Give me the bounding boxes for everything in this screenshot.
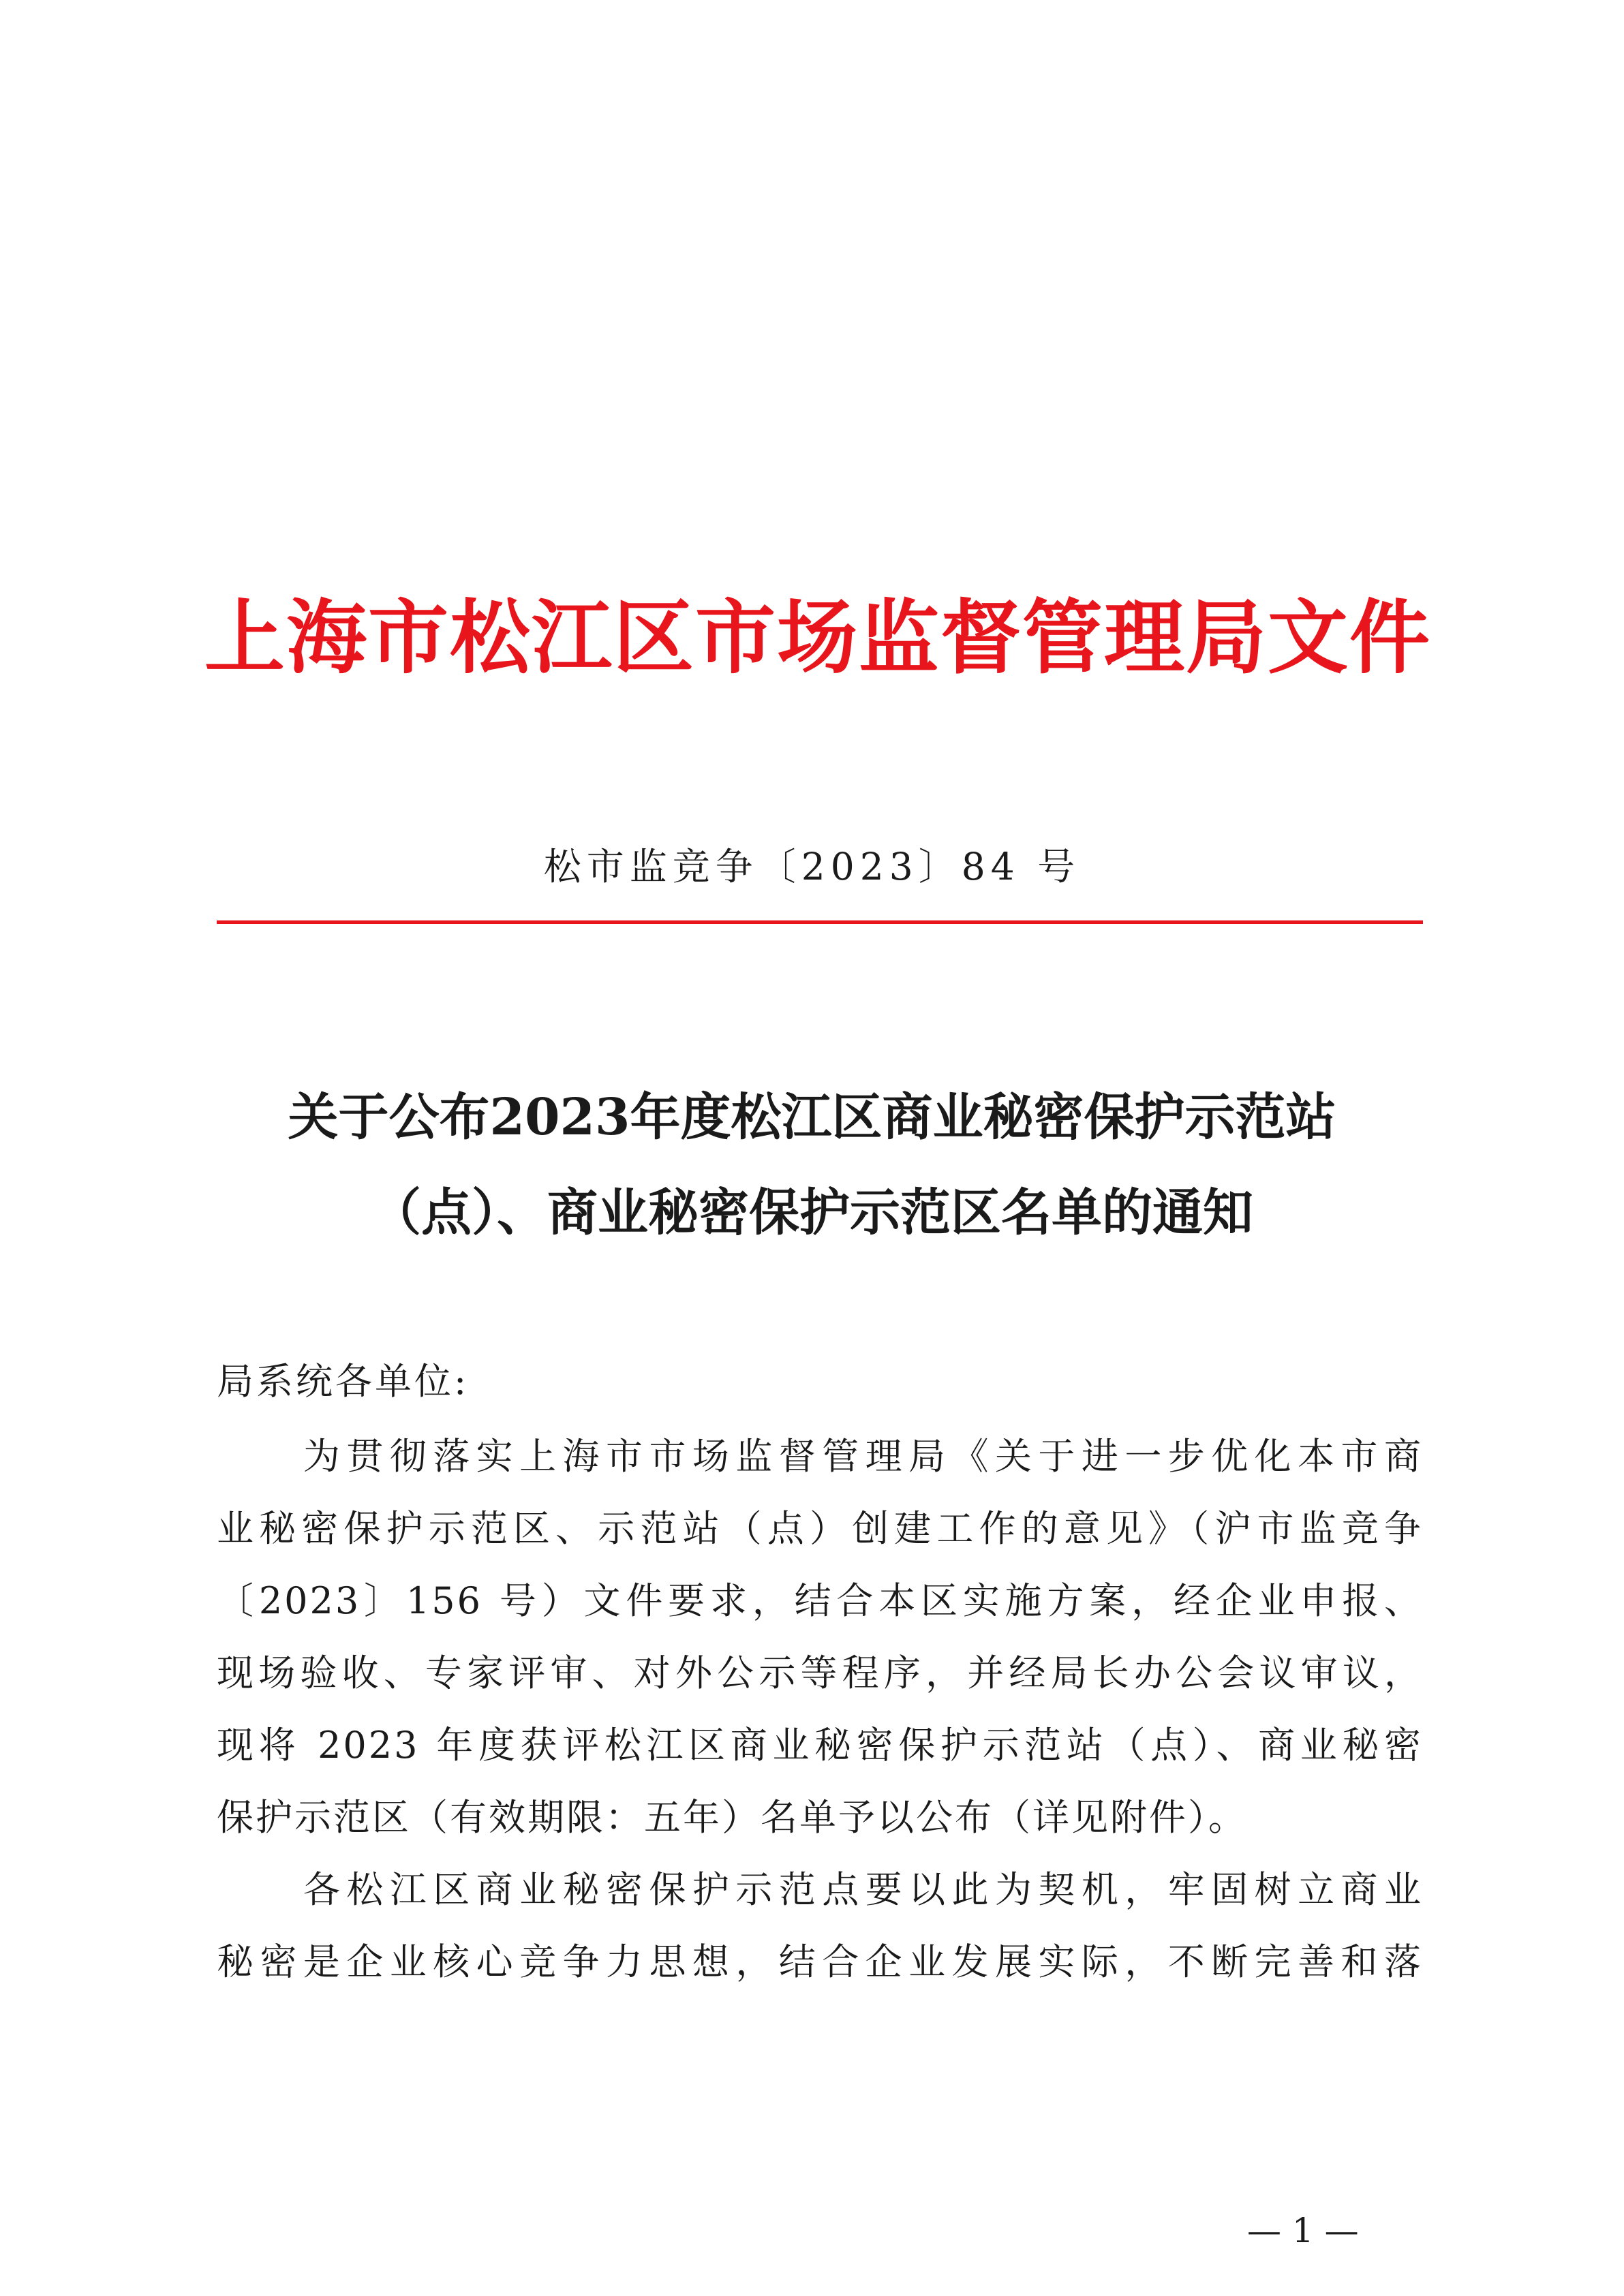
red-header-rule bbox=[217, 920, 1423, 924]
salutation: 局系统各单位: bbox=[217, 1360, 470, 1403]
paragraph-2-line-2: 秘密是企业核心竞争力思想，结合企业发展实际，不断完善和落 bbox=[217, 1940, 1423, 1983]
paragraph-1-line-1: 为贯彻落实上海市市场监督管理局《关于进一步优化本市商 bbox=[217, 1435, 1423, 1478]
paragraph-1-line-3: 〔2023〕156 号）文件要求，结合本区实施方案，经企业申报、 bbox=[217, 1579, 1423, 1622]
body-text bbox=[217, 1421, 1423, 1998]
paragraph-1-line-6: 保护示范区（有效期限：五年）名单予以公布（详见附件）。 bbox=[217, 1796, 1247, 1839]
notice-title-line-2: （点）、商业秘密保护示范区名单的通知 bbox=[371, 1183, 1253, 1242]
paragraph-1-line-5: 现将 2023 年度获评松江区商业秘密保护示范站（点）、商业秘密 bbox=[217, 1724, 1423, 1767]
paragraph-1 bbox=[217, 1421, 1423, 1854]
page-number: — 1 — bbox=[1247, 2211, 1359, 2250]
notice-title bbox=[204, 1070, 1420, 1260]
issuer-title: 上海市松江区市场监督管理局文件 bbox=[204, 590, 1432, 685]
notice-title-line-1: 关于公布2023年度松江区商业秘密保护示范站 bbox=[288, 1088, 1336, 1147]
paragraph-1-line-4: 现场验收、专家评审、对外公示等程序，并经局长办公会议审议， bbox=[217, 1651, 1423, 1694]
paragraph-2 bbox=[217, 1854, 1423, 1998]
paragraph-2-line-1: 各松江区商业秘密保护示范点要以此为契机，牢固树立商业 bbox=[217, 1868, 1423, 1911]
paragraph-1-line-2: 业秘密保护示范区、示范站（点）创建工作的意见》（沪市监竞争 bbox=[217, 1507, 1423, 1550]
document-number: 松市监竞争〔2023〕84 号 bbox=[543, 845, 1081, 888]
